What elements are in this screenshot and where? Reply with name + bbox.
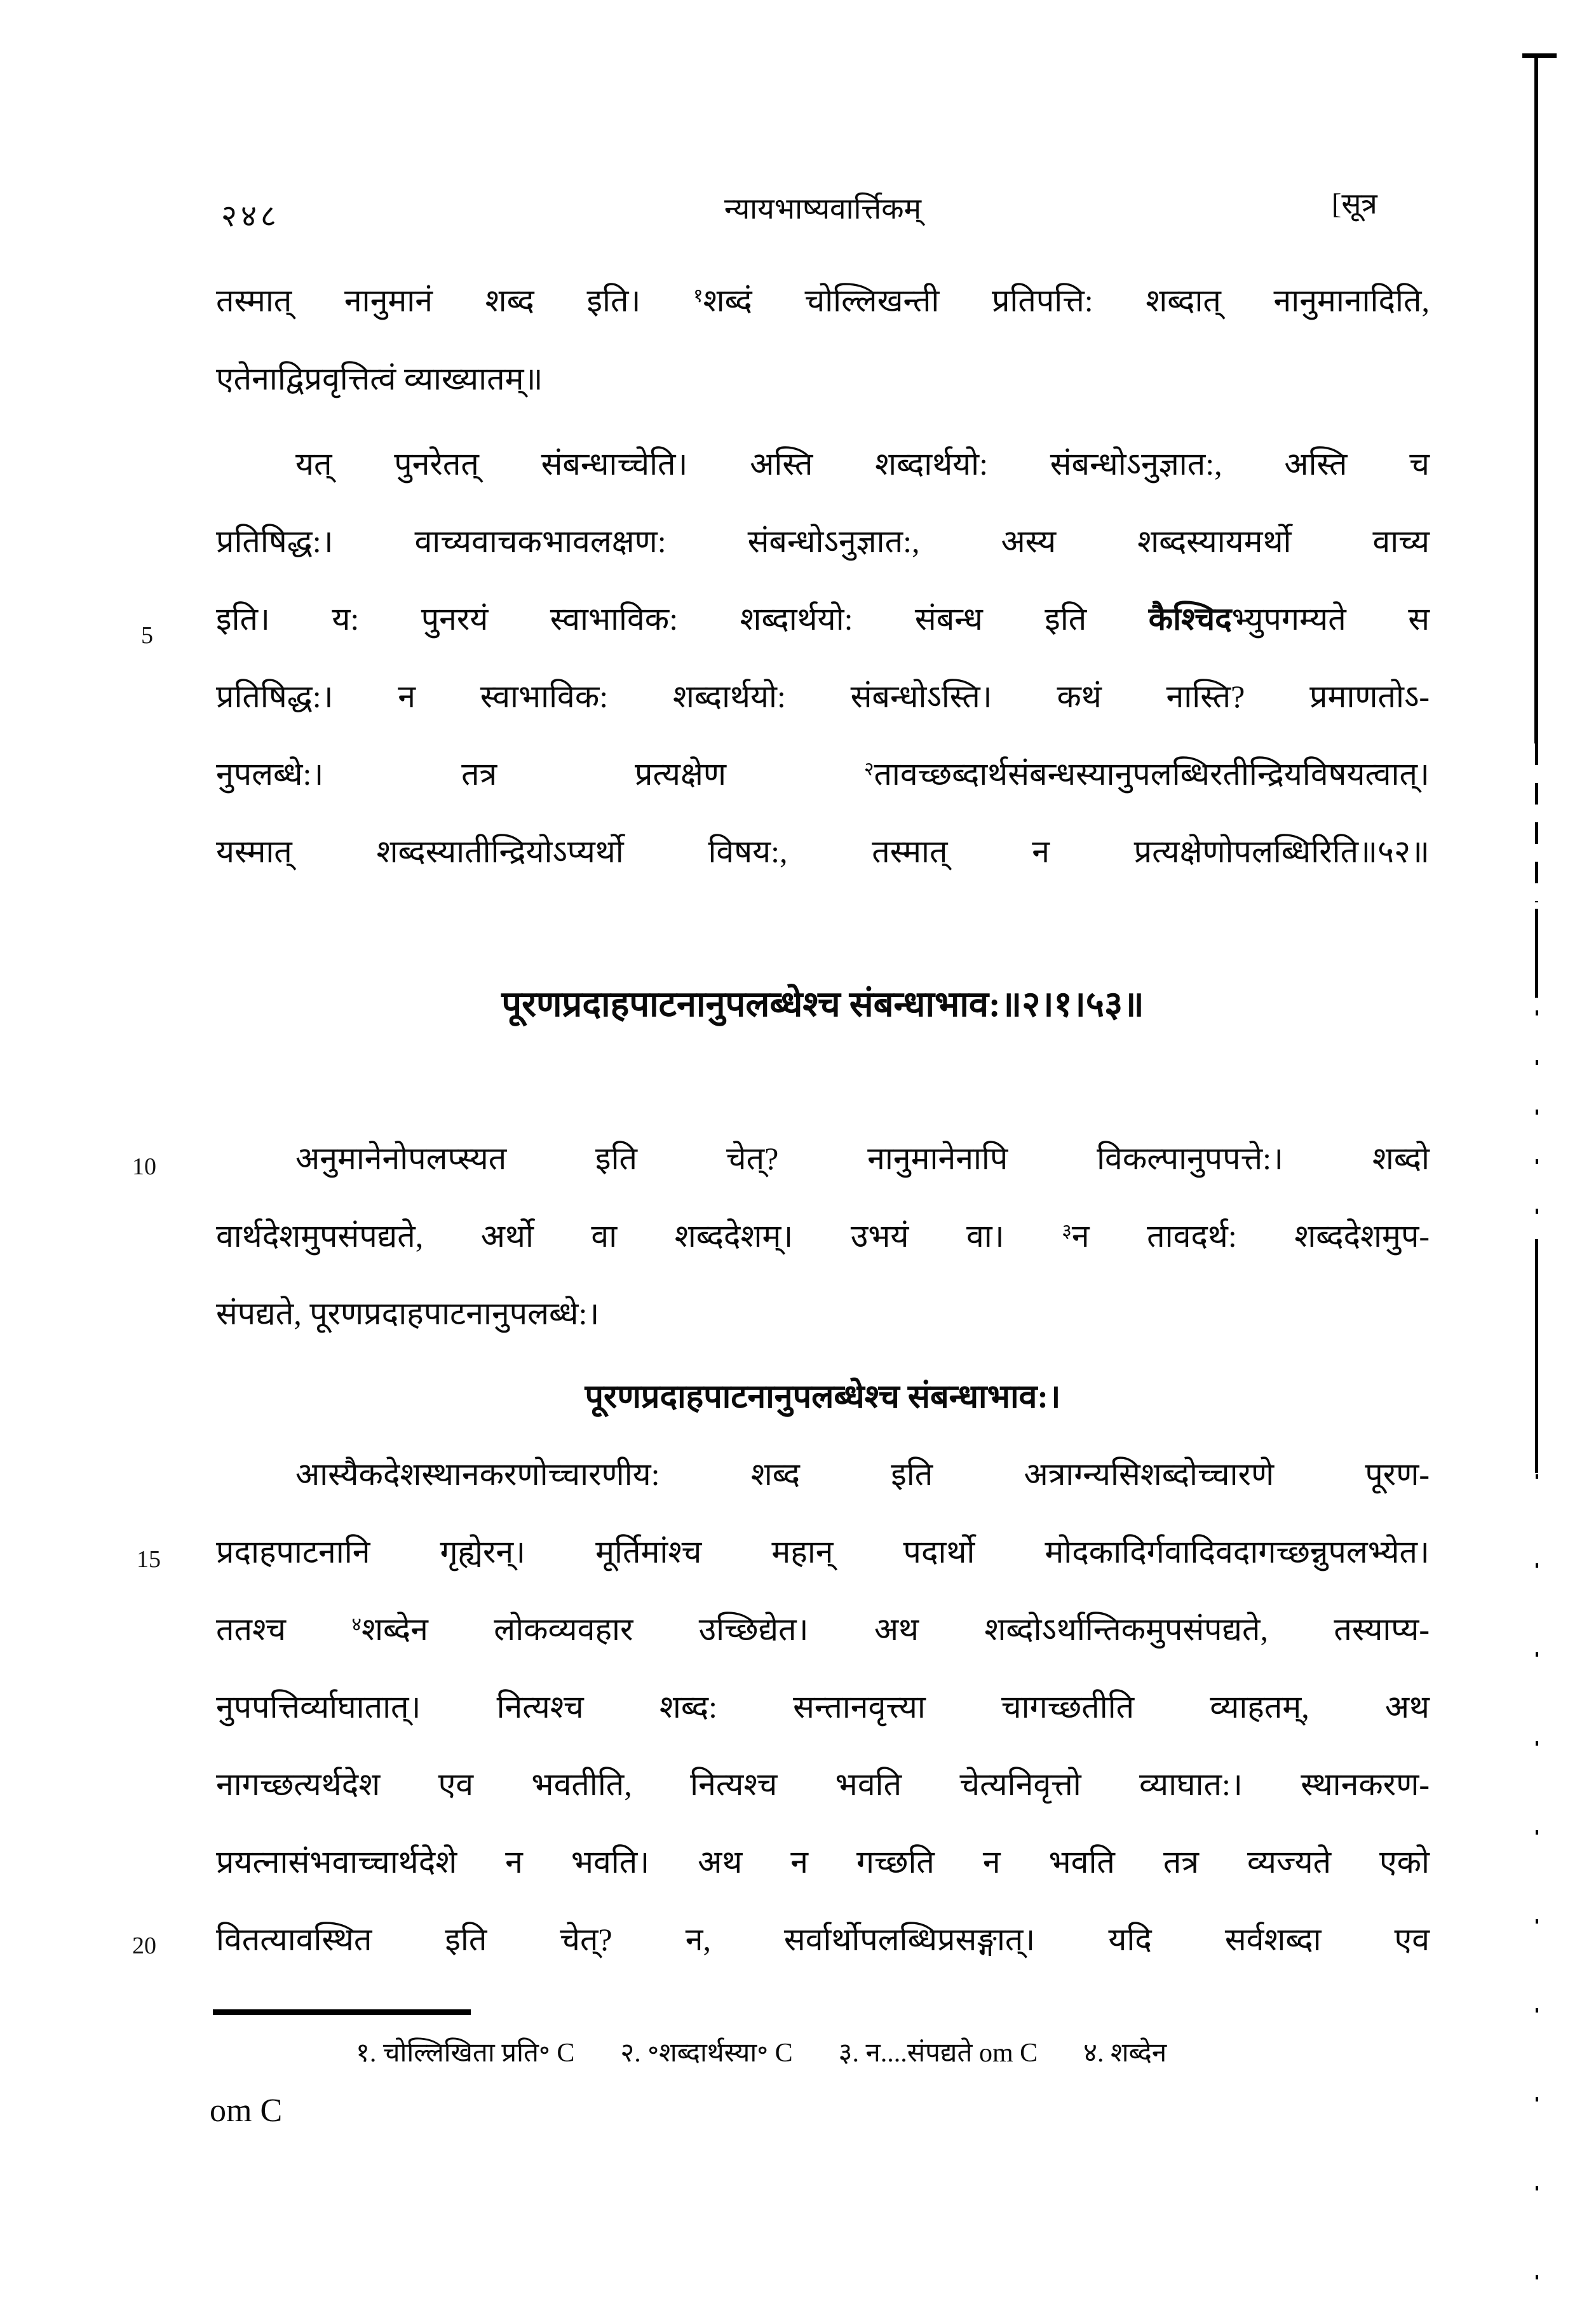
text-line-17 [216, 1844, 1430, 1919]
text-line-10 [216, 1218, 1430, 1293]
text-line-2 [216, 361, 1430, 436]
margin-line-number-5: 5 [141, 622, 153, 649]
footnote-marker: ३ [1062, 1221, 1072, 1242]
text-segment: प्रतिषिद्ध:। न स्वाभाविक: शब्दार्थयो: संबन्धोऽस्ति। कथं नास्ति? प्रमाणतोऽ- [216, 679, 1430, 714]
text-line-16 [216, 1767, 1430, 1842]
text-segment: वार्थदेशमुपसंपद्यते, अर्थो वा शब्ददेशम्। उभयं वा। [216, 1218, 1062, 1254]
page-edge-line [1534, 53, 1538, 743]
text-line-12 [295, 1456, 1430, 1531]
footnote-line [356, 2033, 1436, 2070]
text-segment: अनुमानेनोपलप्स्यत इति चेत्? नानुमानेनापि विकल्पानुपपत्ते:। शब्दो [295, 1141, 1430, 1176]
footnote-rule [213, 2009, 471, 2015]
margin-line-number-20: 20 [132, 1932, 156, 1959]
margin-line-number-15: 15 [137, 1546, 161, 1573]
page-edge-line [1536, 1474, 1538, 2322]
page-edge-line [1535, 909, 1538, 998]
header-section-label: [सूत्र [1332, 187, 1377, 220]
text-segment: वितत्यावस्थित इति चेत्? न, सर्वार्थोपलब्धिप्रसङ्गात्। यदि सर्वशब्दा एव [216, 1922, 1430, 1957]
text-segment: संपद्यते, पूरणप्रदाहपाटनानुपलब्धे:। [216, 1296, 600, 1331]
text-line-6 [216, 679, 1430, 754]
page-edge-line-cap [1522, 53, 1557, 58]
text-segment: इति। य: पुनरयं स्वाभाविक: शब्दार्थयो: संबन्ध इति [216, 601, 1149, 637]
text-line-5 [216, 601, 1430, 676]
footnote-marker: ४ [351, 1614, 362, 1635]
page-edge-line [1535, 1239, 1538, 1473]
running-title: न्यायभाष्यवार्त्तिकम् [724, 193, 922, 225]
text-line-15 [216, 1689, 1430, 1764]
page-number: २४८ [221, 200, 280, 233]
footnote-entry-2: २. ॰शब्दार्थस्या॰ C [620, 2039, 793, 2068]
footnote-marker: १ [693, 285, 703, 306]
bold-text-segment: कैश्चिद [1148, 601, 1232, 637]
text-segment: भ्युपगम्यते स [1231, 601, 1430, 637]
text-segment: यत् पुनरेतत् संबन्धाच्चेति। अस्ति शब्दार्थयो: संबन्धोऽनुज्ञात:, अस्ति च [295, 446, 1430, 482]
text-segment: न तावदर्थ: शब्ददेशमुप- [1071, 1218, 1430, 1254]
text-segment: एतेनाद्विप्रवृत्तित्वं व्याख्यातम्॥ [216, 361, 543, 397]
text-segment: नागच्छत्यर्थदेश एव भवतीति, नित्यश्च भवति चेत्यनिवृत्तो व्याघात:। स्थानकरण- [216, 1767, 1430, 1802]
text-line-3 [295, 446, 1430, 521]
text-line-1 [216, 283, 1430, 358]
text-segment: नुपपत्तिर्व्याघातात्। नित्यश्च शब्द: सन्तानवृत्त्या चागच्छतीति व्याहतम्, अथ [216, 1689, 1430, 1725]
text-segment: प्रतिषिद्ध:। वाच्यवाचकभावलक्षण: संबन्धोऽनुज्ञात:, अस्य शब्दस्यायमर्थो वाच्य [216, 524, 1430, 559]
text-segment: तावच्छब्दार्थसंबन्धस्यानुपलब्धिरतीन्द्रियविषयत्वात्। [874, 756, 1430, 792]
text-line-7 [216, 756, 1430, 831]
footnote-entry-3: ३. न....संपद्यते om C [838, 2039, 1038, 2068]
page-edge-line [1536, 1010, 1538, 1239]
footnote-marker: २ [863, 759, 874, 780]
text-line-4 [216, 524, 1430, 599]
text-segment: शब्देन लोकव्यवहार उच्छिद्येत। अथ शब्दोऽर्थान्तिकमुपसंपद्यते, तस्याप्य- [361, 1612, 1430, 1647]
margin-line-number-10: 10 [132, 1153, 156, 1180]
text-line-18 [216, 1922, 1430, 1997]
text-segment: यस्मात् शब्दस्यातीन्द्रियोऽप्यर्थो विषय:, तस्मात् न प्रत्यक्षेणोपलब्धिरिति॥५२॥ [216, 834, 1430, 869]
text-segment: ततश्च [216, 1612, 352, 1647]
text-segment: शब्दं चोल्लिखन्ती प्रतिपत्ति: शब्दात् नानुमानादिति, [703, 283, 1430, 318]
text-segment: आस्यैकदेशस्थानकरणोच्चारणीय: शब्द इति अत्राग्न्यसिशब्दोच्चारणे पूरण- [295, 1456, 1430, 1492]
text-line-9 [295, 1141, 1430, 1216]
text-line-13 [216, 1534, 1430, 1609]
text-line-8 [216, 834, 1430, 909]
footnote-entry-4: ४. शब्देन [1083, 2039, 1167, 2068]
sutra-heading: पूरणप्रदाहपाटनानुपलब्धेश्च संबन्धाभाव:॥२।१।५३॥ [501, 985, 1144, 1024]
text-segment: तस्मात् नानुमानं शब्द इति। [216, 283, 694, 318]
text-segment: प्रयत्नासंभवाच्चार्थदेशे न भवति। अथ न गच्छति न भवति तत्र व्यज्यते एको [216, 1844, 1430, 1880]
footnote-carryover: om C [210, 2093, 283, 2129]
page-edge-line [1535, 743, 1538, 902]
text-line-14 [216, 1612, 1430, 1687]
footnote-entry-1: १. चोल्लिखिता प्रति॰ C [356, 2039, 575, 2068]
sutra-subheading: पूरणप्रदाहपाटनानुपलब्धेश्च संबन्धाभाव:। [585, 1379, 1061, 1415]
text-segment: नुपलब्धे:। तत्र प्रत्यक्षेण [216, 756, 864, 792]
text-line-11 [216, 1296, 1430, 1371]
text-segment: प्रदाहपाटनानि गृह्येरन्। मूर्तिमांश्च महान् पदार्थो मोदकादिर्गवादिवदागच्छन्नुपलभ्येत। [216, 1534, 1430, 1570]
